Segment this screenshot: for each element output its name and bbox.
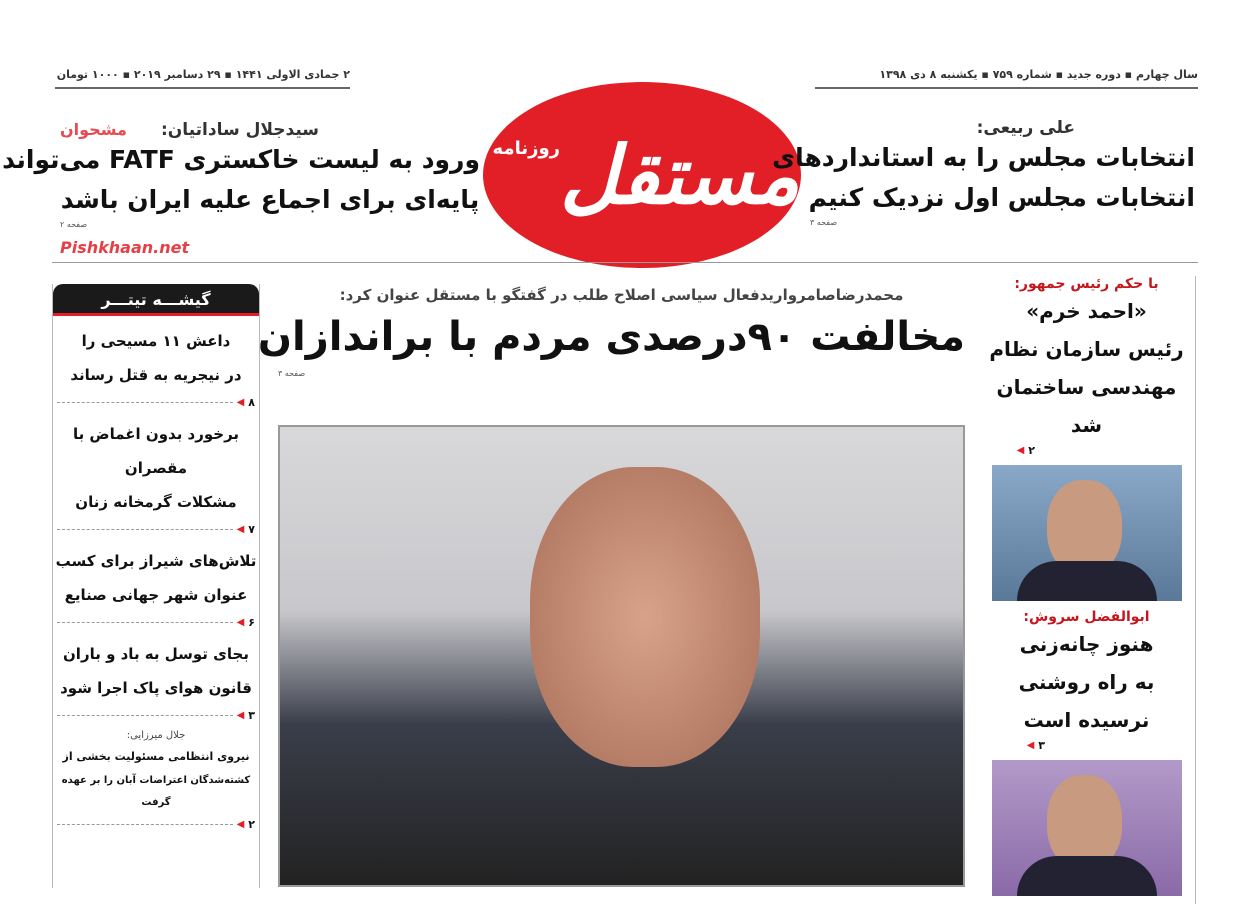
main-headline: مخالفت ۹۰درصدی مردم با براندازان (257, 314, 965, 360)
issue-info: سال چهارم ▪ دوره جدید ▪ شماره ۷۵۹ ▪ یکشنبه ۸ دی ۱۳۹۸ (815, 68, 1198, 89)
arrow-icon: ◀ (236, 710, 245, 721)
kicker: علی ربیعی: (976, 118, 1075, 138)
logo-sub: روزنامه (492, 138, 561, 159)
page-ref: ۸ ◀ (53, 396, 259, 409)
page-ref: ۲ (1028, 444, 1035, 457)
kicker: ابوالفضل سروش: (1023, 609, 1150, 625)
kicker: با حکم رئیس جمهور: (1014, 276, 1159, 292)
headline-line: «احمد خرم» (1026, 299, 1147, 323)
headline-line: انتخابات مجلس اول نزدیک کنیم (808, 183, 1195, 212)
kicker: سیدجلال ساداتیان: (161, 120, 319, 140)
portrait (530, 467, 760, 767)
item-line: بجای توسل به باد و باران (63, 645, 249, 663)
kicker: جلال میرزایی: (126, 730, 186, 741)
right-story-2[interactable] (978, 609, 1195, 896)
divider (52, 262, 1198, 263)
item-line: داعش ۱۱ مسیحی را (81, 332, 231, 350)
page-ref: صفحه ۳ (278, 369, 306, 378)
item-line: قانون هوای پاک اجرا شود (60, 679, 252, 697)
arrow-icon: ◀ (236, 397, 245, 408)
page-ref: ۲ ◀ (53, 818, 259, 831)
top-right-story[interactable] (772, 118, 1195, 227)
item-line: مشکلات گرمخانه زنان (75, 493, 237, 511)
page-ref: ۳ ◀ (53, 709, 259, 722)
issue-date-price: ۲ جمادی الاولی ۱۴۴۱ ▪ ۲۹ دسامبر ۲۰۱۹ ▪ ۱۰۰۰ تومان (55, 68, 350, 89)
right-column (978, 276, 1196, 904)
page-ref: ۶ ◀ (53, 616, 259, 629)
arrow-icon: ◀ (236, 617, 245, 628)
logo-main: مستقل (560, 128, 800, 222)
main-kicker: محمدرضاصامرواریدفعال سیاسی اصلاح طلب در گفتگو با مستقل عنوان کرد: (339, 286, 904, 304)
gishe-item[interactable] (53, 316, 259, 396)
headline-line: رئیس سازمان نظام (989, 337, 1184, 361)
arrow-icon: ◀ (1026, 740, 1035, 751)
headline-line: نرسیده است (1023, 708, 1150, 732)
gishe-item[interactable] (53, 629, 259, 709)
gishe-title: گیشـــه تیتـــر (53, 284, 259, 316)
item-line: تلاش‌های شیراز برای کسب (55, 552, 257, 570)
page-ref: ۳ (1038, 739, 1045, 752)
gishe-titr-column (52, 284, 260, 888)
arrow-icon: ◀ (236, 524, 245, 535)
headline-line: به راه روشنی (1018, 670, 1155, 694)
right-story-1[interactable] (978, 276, 1195, 601)
item-line: در نیجریه به قتل رساند (70, 366, 242, 384)
page-ref: صفحه ۳ (810, 218, 838, 227)
item-line: کشته‌شدگان اعتراضات آبان را بر عهده گرفت (61, 775, 251, 808)
headline-line: انتخابات مجلس را به استانداردهای (772, 143, 1195, 172)
page-ref: صفحه ۲ (60, 220, 88, 229)
item-line: عنوان شهر جهانی صنایع (64, 586, 248, 604)
headline-line: مهندسی ساختمان شد (996, 375, 1177, 437)
newspaper-logo (483, 82, 801, 268)
headline-line: ورود به لیست خاکستری FATF می‌تواند (2, 145, 480, 174)
item-line: نیروی انتظامی مسئولیت بخشی از (62, 750, 250, 763)
watermark: Pishkhaan.net (60, 238, 190, 257)
headline-line: پایه‌ای برای اجماع علیه ایران باشد (60, 185, 480, 214)
gishe-item[interactable] (53, 536, 259, 616)
headline-line: هنوز چانه‌زنی (1019, 632, 1154, 656)
photo-thumb (992, 760, 1182, 896)
gishe-item[interactable] (53, 722, 259, 818)
photo-thumb (992, 465, 1182, 601)
main-photo (278, 425, 965, 887)
page-ref: ۷ ◀ (53, 523, 259, 536)
gishe-item[interactable] (53, 409, 259, 523)
main-story[interactable] (257, 284, 965, 380)
arrow-icon: ◀ (1016, 445, 1025, 456)
arrow-icon: ◀ (236, 819, 245, 830)
watermark-fa: مشحوان (60, 120, 127, 139)
item-line: برخورد بدون اغماض با مقصران (72, 425, 240, 477)
